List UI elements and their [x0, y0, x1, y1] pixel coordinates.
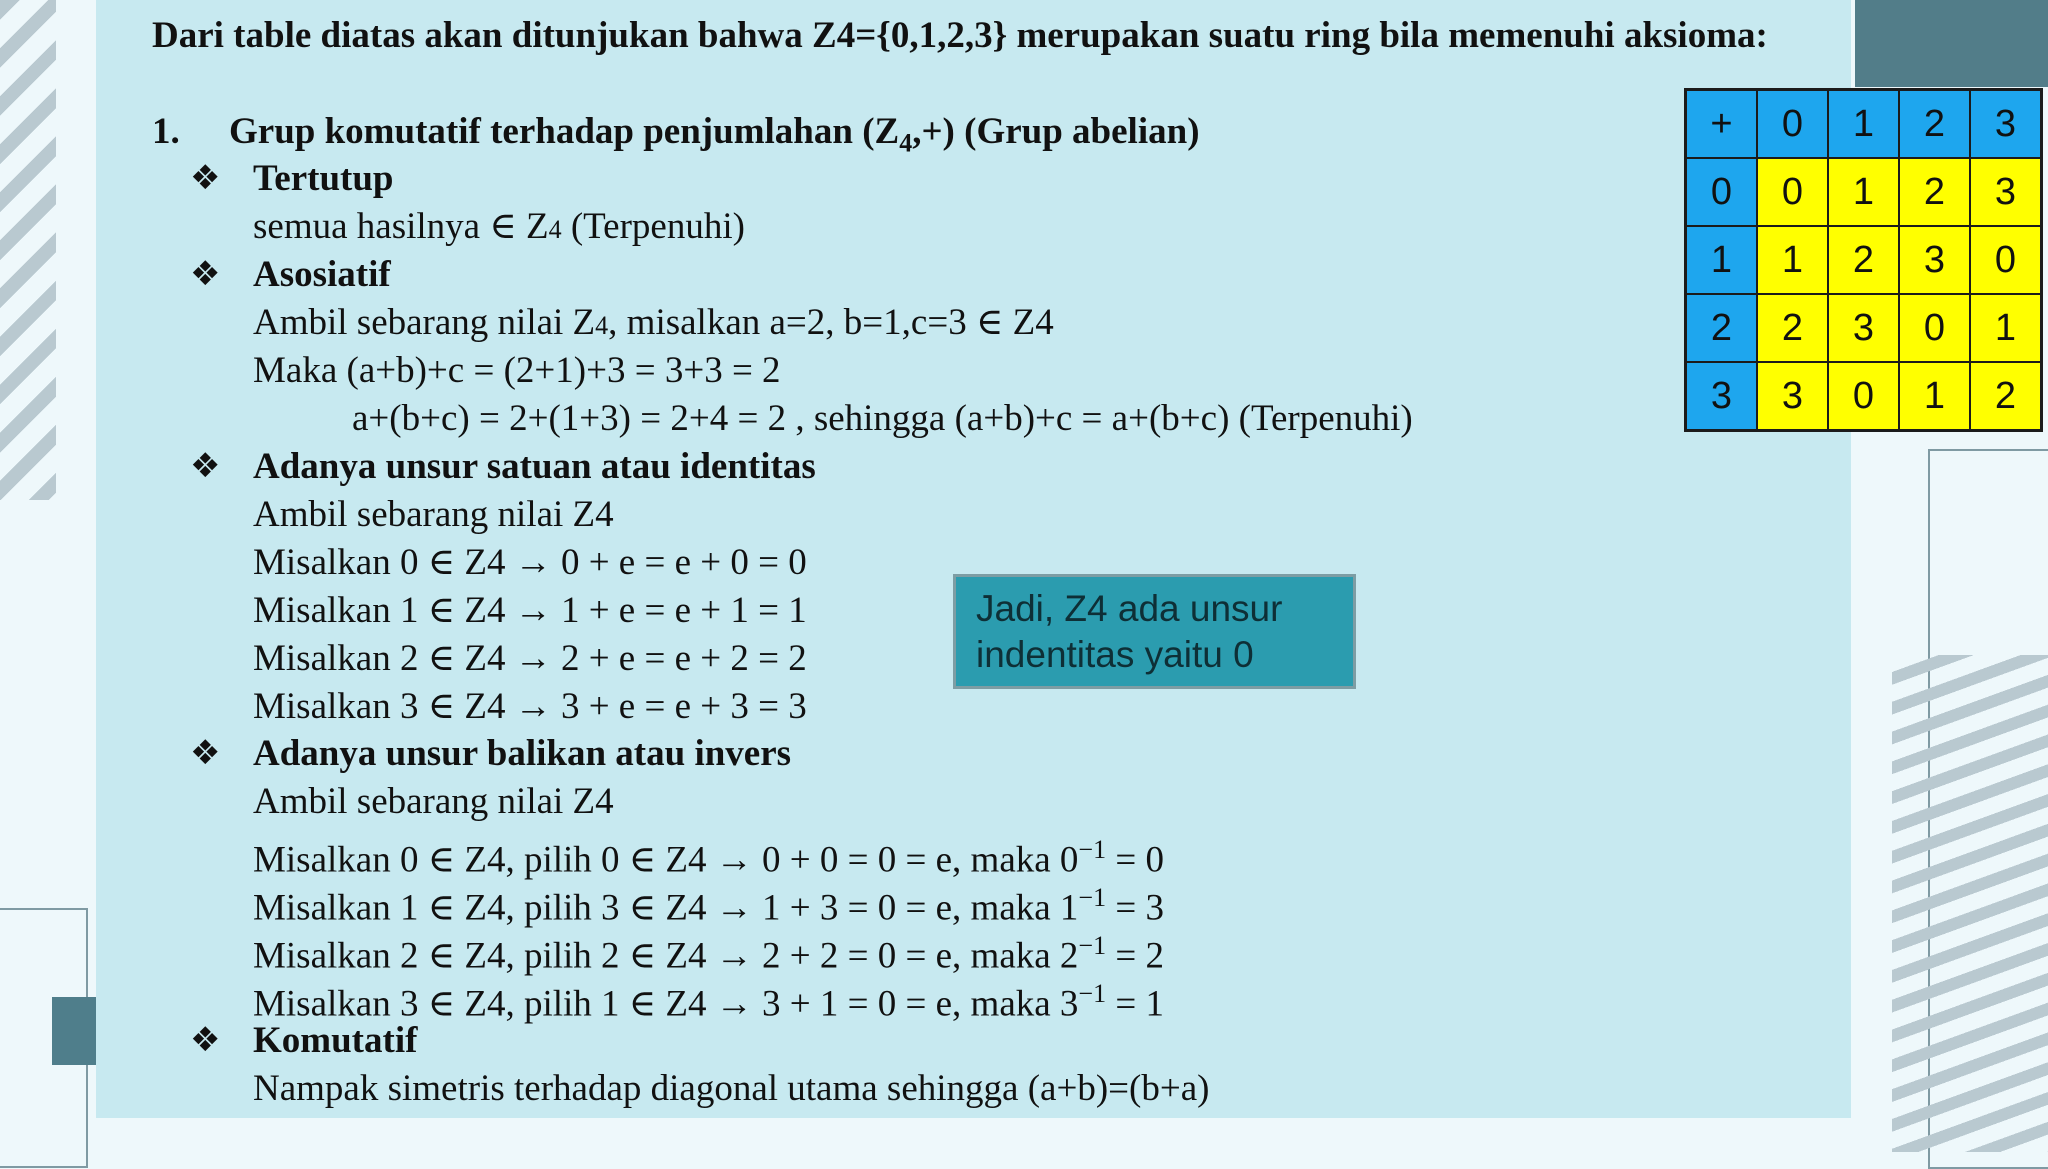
- tertutup-line: semua hasilnya ∈ Z4 (Terpenuhi): [253, 206, 745, 247]
- diamond-bullet-icon: ❖: [190, 254, 221, 294]
- identitas-title: Adanya unsur satuan atau identitas: [253, 446, 816, 487]
- table-cell: 3: [1899, 226, 1970, 294]
- slide-heading: Dari table diatas akan ditunjukan bahwa Z4={0,1,2,3} merupakan suatu ring bila memenuhi aksioma:: [152, 15, 1768, 56]
- table-row-label: 2: [1686, 294, 1758, 362]
- table-cell: 0: [1970, 226, 2042, 294]
- invers-line: Misalkan 3 ∈ Z4, pilih 1 ∈ Z4 → 3 + 1 = 0 = e, maka $3^{-1} = 1$: [253, 979, 1164, 1025]
- table-cell: 2: [1828, 226, 1899, 294]
- table-cell: 0: [1899, 294, 1970, 362]
- invers-line: Misalkan 0 ∈ Z4, pilih 0 ∈ Z4 → 0 + 0 = 0 = e, maka $0^{-1} = 0$: [253, 835, 1164, 881]
- callout-line-1: Jadi, Z4 ada unsur: [976, 588, 1283, 629]
- asosiatif-line-2: Maka (a+b)+c = (2+1)+3 = 3+3 = 2: [253, 350, 781, 391]
- table-row: [1686, 226, 2042, 294]
- table-cell: 3: [1757, 362, 1828, 431]
- diamond-bullet-icon: ❖: [190, 733, 221, 773]
- table-cell: 0: [1757, 158, 1828, 226]
- table-header-cell: 2: [1899, 90, 1970, 159]
- identity-callout-box: [953, 574, 1356, 689]
- asosiatif-title: Asosiatif: [253, 254, 391, 295]
- callout-line-2: indentitas yaitu 0: [976, 634, 1254, 675]
- table-cell: 2: [1757, 294, 1828, 362]
- table-corner-cell: +: [1686, 90, 1758, 159]
- asosiatif-line-3: a+(b+c) = 2+(1+3) = 2+4 = 2 , sehingga (a+b)+c = a+(b+c) (Terpenuhi): [352, 398, 1413, 439]
- table-cell: 2: [1970, 362, 2042, 431]
- table-header-cell: 0: [1757, 90, 1828, 159]
- invers-line: Misalkan 2 ∈ Z4, pilih 2 ∈ Z4 → 2 + 2 = 0 = e, maka $2^{-1} = 2$: [253, 931, 1164, 977]
- table-row: [1686, 294, 2042, 362]
- table-cell: 2: [1899, 158, 1970, 226]
- diamond-bullet-icon: ❖: [190, 1020, 221, 1060]
- identitas-line: Misalkan 0 ∈ Z4 → 0 + e = e + 0 = 0: [253, 542, 807, 583]
- section-number: 1.: [152, 111, 180, 152]
- tertutup-title: Tertutup: [253, 158, 394, 199]
- diamond-bullet-icon: ❖: [190, 446, 221, 486]
- table-row-label: 0: [1686, 158, 1758, 226]
- table-header-cell: 3: [1970, 90, 2042, 159]
- komutatif-line: Nampak simetris terhadap diagonal utama sehingga (a+b)=(b+a): [253, 1068, 1210, 1109]
- table-header-cell: 1: [1828, 90, 1899, 159]
- komutatif-title: Komutatif: [253, 1020, 418, 1061]
- table-cell: 1: [1899, 362, 1970, 431]
- decorative-small-block: [52, 997, 96, 1065]
- identitas-line: Misalkan 2 ∈ Z4 → 2 + e = e + 2 = 2: [253, 638, 807, 679]
- table-row-label: 3: [1686, 362, 1758, 431]
- invers-line: Misalkan 1 ∈ Z4, pilih 3 ∈ Z4 → 1 + 3 = 0 = e, maka $1^{-1} = 3$: [253, 883, 1164, 929]
- identitas-intro: Ambil sebarang nilai Z4: [253, 494, 614, 535]
- table-cell: 1: [1757, 226, 1828, 294]
- invers-intro: Ambil sebarang nilai Z4: [253, 781, 614, 822]
- invers-title: Adanya unsur balikan atau invers: [253, 733, 792, 774]
- table-row-label: 1: [1686, 226, 1758, 294]
- asosiatif-line-1: Ambil sebarang nilai Z4, misalkan a=2, b=1,c=3 ∈ Z4: [253, 302, 1054, 343]
- table-row: [1686, 362, 2042, 431]
- table-cell: 1: [1828, 158, 1899, 226]
- table-header-row: [1686, 90, 2042, 159]
- identitas-line: Misalkan 1 ∈ Z4 → 1 + e = e + 1 = 1: [253, 590, 807, 631]
- table-cell: 3: [1970, 158, 2042, 226]
- decorative-stripes-right: [1892, 655, 2048, 1152]
- decorative-corner-block: [1855, 0, 2048, 87]
- decorative-stripes-left: [0, 0, 56, 500]
- diamond-bullet-icon: ❖: [190, 158, 221, 198]
- z4-addition-table: [1684, 88, 2043, 432]
- table-cell: 0: [1828, 362, 1899, 431]
- table-cell: 1: [1970, 294, 2042, 362]
- table-cell: 3: [1828, 294, 1899, 362]
- section-title: Grup komutatif terhadap penjumlahan $(Z_4,+)$ (Grup abelian): [229, 111, 1200, 158]
- identitas-line: Misalkan 3 ∈ Z4 → 3 + e = e + 3 = 3: [253, 686, 807, 727]
- table-row: [1686, 158, 2042, 226]
